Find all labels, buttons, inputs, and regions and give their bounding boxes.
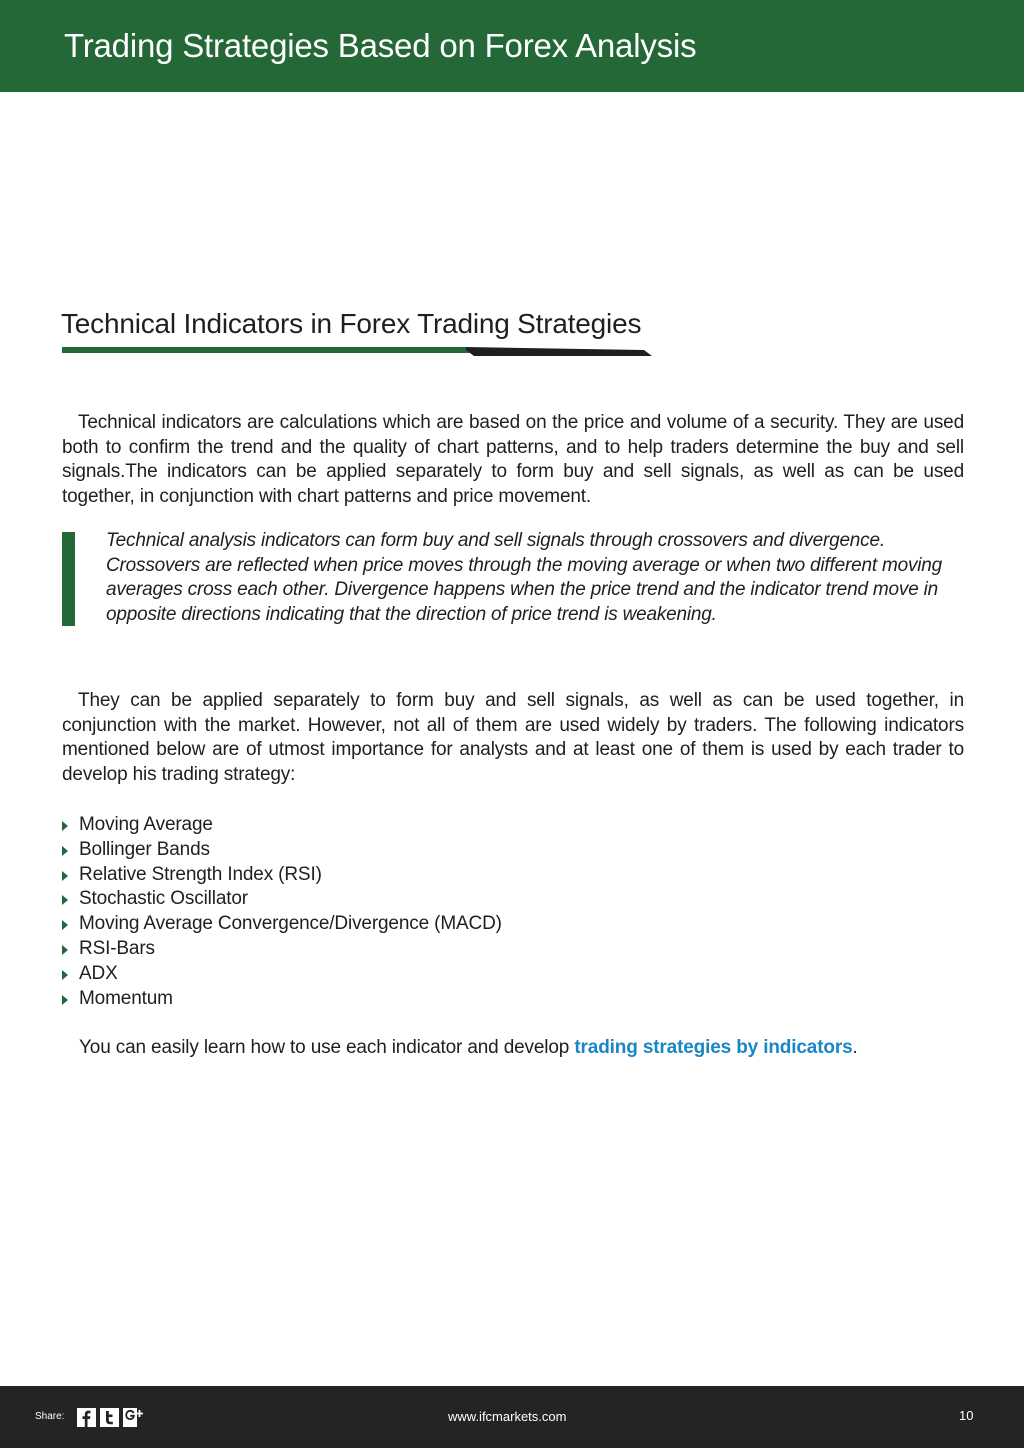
closing-text: You can easily learn how to use each indicator and develop [79,1037,575,1058]
list-item-label: RSI-Bars [79,937,155,959]
list-item [62,863,502,888]
bullet-arrow-icon [62,970,68,980]
list-item [62,937,502,962]
list-item [62,838,502,863]
second-paragraph [62,689,964,788]
section-title: Technical Indicators in Forex Trading Strategies [61,308,642,339]
list-item-label: ADX [79,962,118,984]
second-paragraph-text: They can be applied separately to form buy and sell signals, as well as can be used together, in conjunction with the market. However, not all of them are used widely by traders. The following indicators mentioned below are of utmost importance for analysts and at least one of them is used by each trader to develop his trading strategy: [62,690,964,786]
bullet-arrow-icon [62,871,68,881]
list-item-label: Relative Strength Index (RSI) [79,863,322,885]
page-header-title: Trading Strategies Based on Forex Analysis [64,27,697,64]
bullet-arrow-icon [62,846,68,856]
intro-paragraph [62,411,964,510]
bullet-arrow-icon [62,821,68,831]
twitter-icon[interactable] [100,1408,119,1427]
footer-website-url[interactable]: www.ifcmarkets.com [448,1409,567,1424]
list-item-label: Moving Average Convergence/Divergence (MACD) [79,913,502,935]
section-title-underline [62,346,654,358]
list-item-label: Stochastic Oscillator [79,888,248,910]
list-item [62,887,502,912]
bullet-arrow-icon [62,895,68,905]
list-item-label: Momentum [79,987,173,1009]
page-number: 10 [959,1408,974,1423]
bullet-arrow-icon [62,995,68,1005]
list-item [62,813,502,838]
bullet-arrow-icon [62,945,68,955]
intro-paragraph-text: Technical indicators are calculations which are based on the price and volume of a security. They are used both to confirm the trend and the quality of chart patterns, and to help traders determine the buy and sell signals.The indicators can be applied separately to form buy and sell signals, as well as can be used together, in conjunction with chart patterns and price movement. [62,412,964,508]
list-item [62,912,502,937]
list-item-label: Bollinger Bands [79,838,210,860]
bullet-arrow-icon [62,920,68,930]
list-item [62,987,502,1012]
indicator-list [62,813,502,1011]
header-bar [0,0,1024,92]
closing-period: . [852,1037,858,1058]
share-label: Share: [35,1411,65,1422]
list-item [62,962,502,987]
closing-sentence [79,1036,858,1061]
quote-accent-bar [62,532,75,626]
pull-quote: Technical analysis indicators can form buy and sell signals through crossovers and divergence. Crossovers are reflected when price moves through the moving average or when two different moving averages cross each other. Divergence happens when the price trend and the indicator trend move in opposite directions indicating that the direction of price trend is weakening. [106,530,943,626]
trading-strategies-link[interactable]: trading strategies by indicators [574,1037,853,1058]
list-item-label: Moving Average [79,814,213,835]
facebook-icon[interactable] [77,1408,96,1427]
google-plus-icon[interactable] [123,1408,142,1427]
